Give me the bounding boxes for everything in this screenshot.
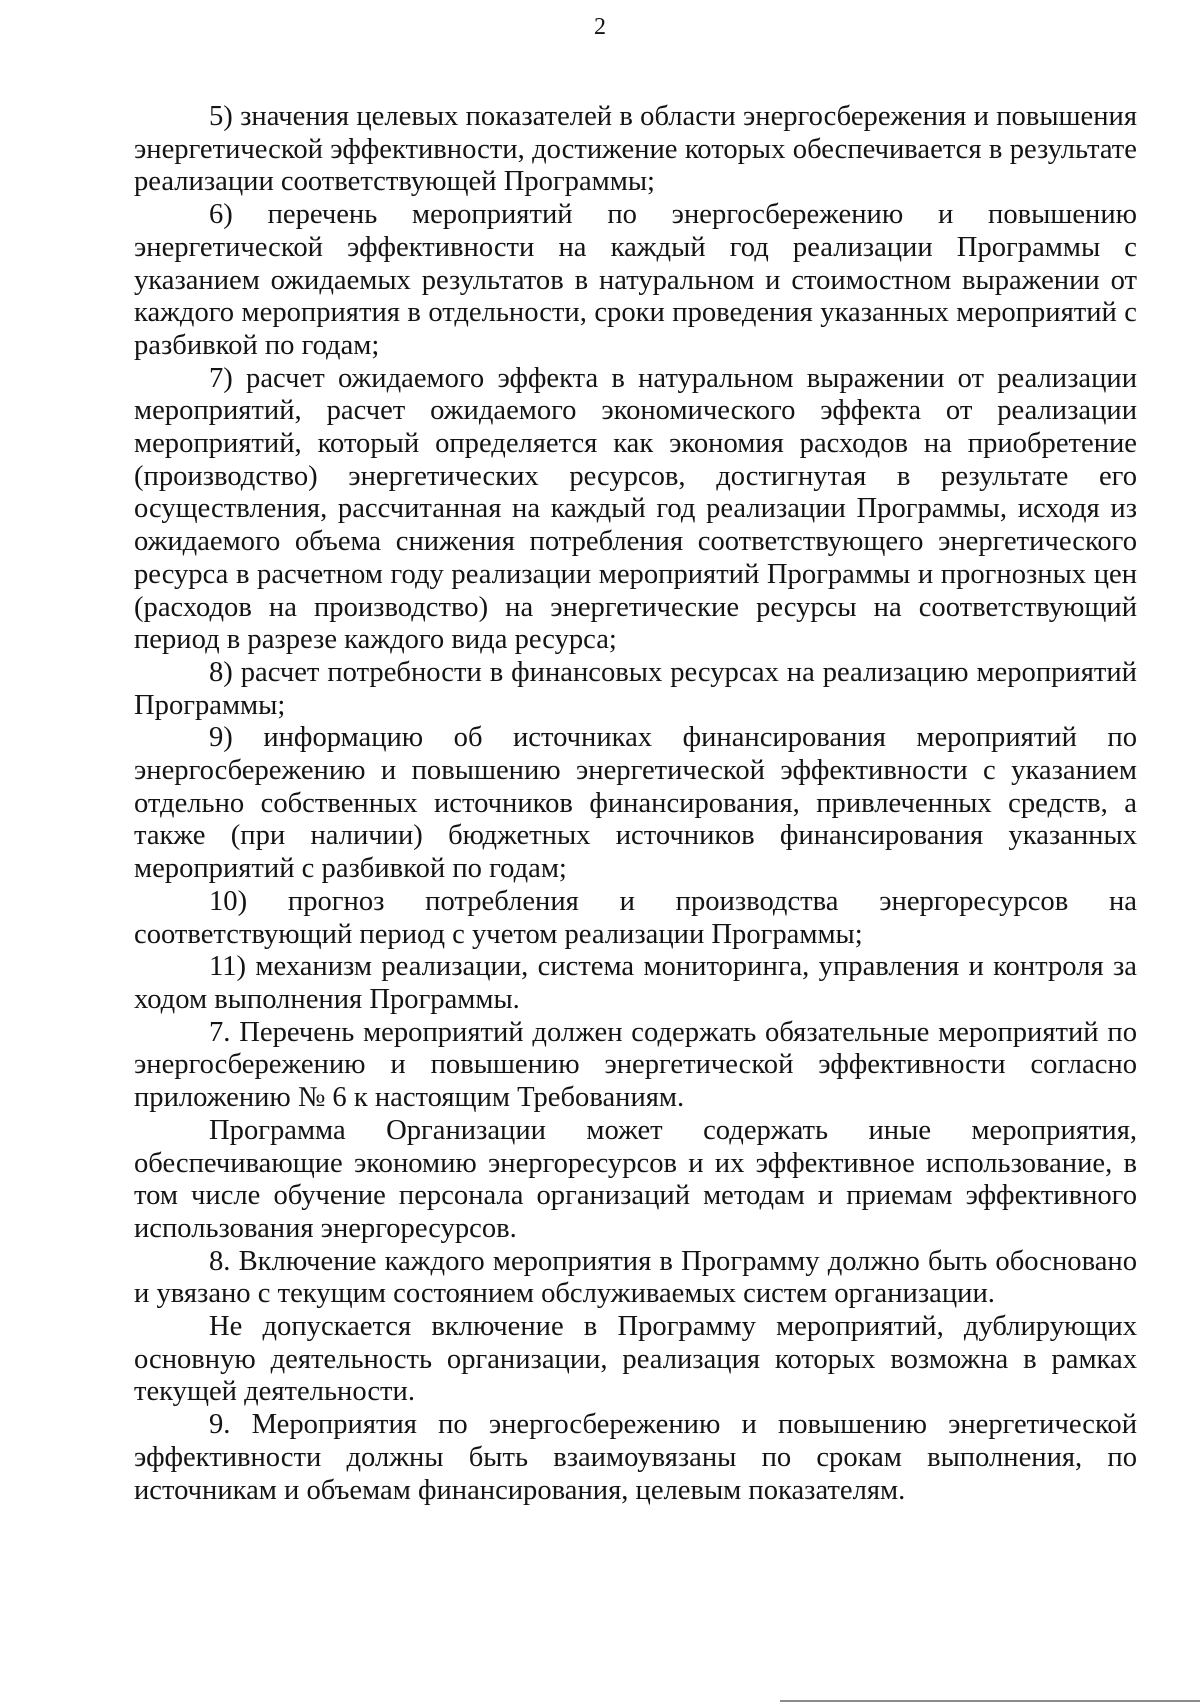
- section-7-paragraph: 7. Перечень мероприятий должен содержать обязательные мероприятий по энергосбережению и повышению энергетической эффективности согласно приложению № 6 к настоящим Требованиям.: [134, 1016, 1137, 1114]
- item-8-paragraph: 8) расчет потребности в финансовых ресурсах на реализацию мероприятий Программы;: [134, 656, 1137, 721]
- item-6-paragraph: 6) перечень мероприятий по энергосбережению и повышению энергетической эффективности на каждый год реализации Программы с указанием ожидаемых результатов в натуральном и стоимостном выражении от каждого мероприятия в отдельности, сроки проведения указанных мероприятий с разбивкой по годам;: [134, 199, 1137, 361]
- document-body: [134, 101, 1137, 1507]
- section-8-paragraph: 8. Включение каждого мероприятия в Программу должно быть обосновано и увязано с текущим состоянием обслуживаемых систем организации.: [134, 1245, 1137, 1310]
- item-11-paragraph: 11) механизм реализации, система мониторинга, управления и контроля за ходом выполнения Программы.: [134, 951, 1137, 1015]
- item-7-paragraph: 7) расчет ожидаемого эффекта в натуральном выражении от реализации мероприятий, расчет ожидаемого экономического эффекта от реализации мероприятий, который определяется как экономия расходов на приобретение (производство) энергетических ресурсов, достигнутая в результате его осуществления, рассчитанная на каждый год реализации Программы, исходя из ожидаемого объема снижения потребления соответствующего энергетического ресурса в расчетном году реализации мероприятий Программы и прогнозных цен (расходов на производство) на энергетические ресурсы на соответствующий период в разрезе каждого вида ресурса;: [134, 362, 1137, 656]
- item-10-paragraph: 10) прогноз потребления и производства энергоресурсов на соответствующий период с учетом реализации Программы;: [134, 885, 1137, 950]
- item-5-paragraph: 5) значения целевых показателей в области энергосбережения и повышения энергетической эффективности, достижение которых обеспечивается в результате реализации соответствующей Программы;: [134, 101, 1137, 198]
- scan-edge-line: [780, 1700, 1200, 1702]
- section-9-paragraph: 9. Мероприятия по энергосбережению и повышению энергетической эффективности должны быть взаимоувязаны по срокам выполнения, по источникам и объемам финансирования, целевым показателям.: [134, 1409, 1137, 1506]
- program-organization-paragraph: Программа Организации может содержать иные мероприятия, обеспечивающие экономию энергоресурсов и их эффективное использование, в том числе обучение персонала организаций методам и приемам эффективного использования энергоресурсов.: [134, 1114, 1137, 1244]
- exclusion-paragraph: Не допускается включение в Программу мероприятий, дублирующих основную деятельность организации, реализация которых возможна в рамках текущей деятельности.: [134, 1311, 1137, 1408]
- item-9-paragraph: 9) информацию об источниках финансирования мероприятий по энергосбережению и повышению энергетической эффективности с указанием отдельно собственных источников финансирования, привлеченных средств, а также (при наличии) бюджетных источников финансирования указанных мероприятий с разбивкой по годам;: [134, 722, 1137, 885]
- page-number: 2: [594, 14, 606, 40]
